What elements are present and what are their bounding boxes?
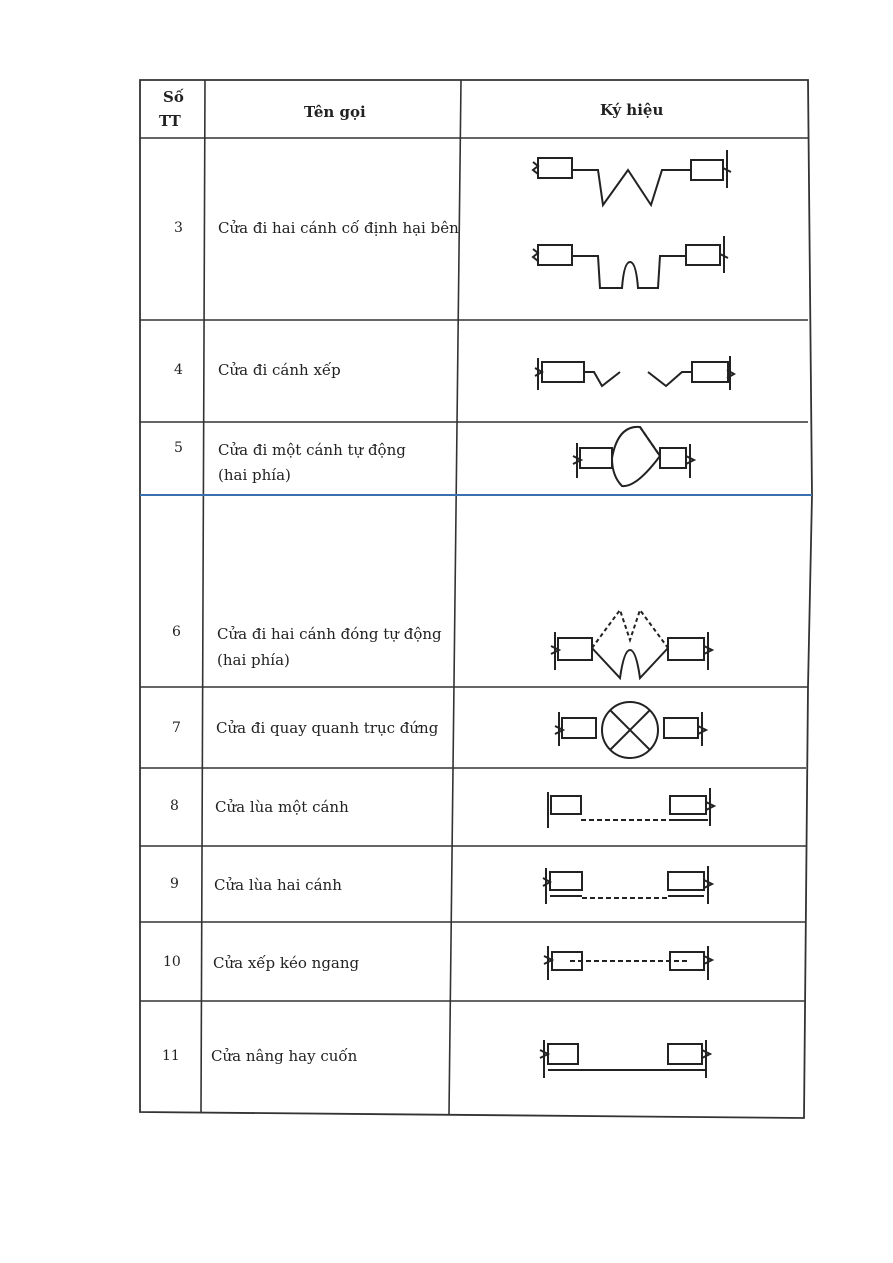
auto-single-door-symbol <box>573 427 694 486</box>
header-name: Tên gọi <box>304 103 366 121</box>
row-number: 4 <box>174 362 183 378</box>
revolving-door-symbol <box>555 702 706 758</box>
row-number: 9 <box>170 876 179 892</box>
row-name-line1: Cửa đi một cánh tự động <box>218 441 406 459</box>
row-name: Cửa lùa hai cánh <box>214 876 342 894</box>
row-name: Cửa đi hai cánh cố định hại bên <box>218 219 459 237</box>
sliding-single-door-symbol <box>548 788 714 828</box>
row-name-line2: (hai phía) <box>218 466 291 484</box>
row-name-line2: (hai phía) <box>217 651 290 669</box>
row-name: Cửa nâng hay cuốn <box>211 1047 358 1065</box>
row-name: Cửa đi quay quanh trục đứng <box>216 719 439 737</box>
sliding-double-door-symbol <box>543 866 712 904</box>
auto-double-door-symbol <box>551 610 712 678</box>
horizontal-folding-door-symbol <box>544 946 712 980</box>
row-name-line1: Cửa đi hai cánh đóng tự động <box>217 625 442 643</box>
row-number: 10 <box>163 954 181 970</box>
row-number: 3 <box>174 220 183 236</box>
folding-door-symbol <box>535 356 734 390</box>
row-name: Cửa lùa một cánh <box>215 798 349 816</box>
row-name: Cửa xếp kéo ngang <box>213 954 360 972</box>
row-number: 6 <box>172 624 181 640</box>
rolling-door-symbol <box>540 1040 710 1078</box>
row-number: 7 <box>172 720 181 736</box>
row-number: 5 <box>174 440 183 456</box>
header-number-line2: TT <box>159 112 181 130</box>
row-name: Cửa đi cánh xếp <box>218 361 341 379</box>
header-symbol: Ký hiệu <box>600 101 664 119</box>
row-number: 11 <box>162 1048 180 1064</box>
fixed-double-door-symbol <box>533 150 731 288</box>
header-number-line1: Số <box>163 88 184 106</box>
row-number: 8 <box>170 798 179 814</box>
